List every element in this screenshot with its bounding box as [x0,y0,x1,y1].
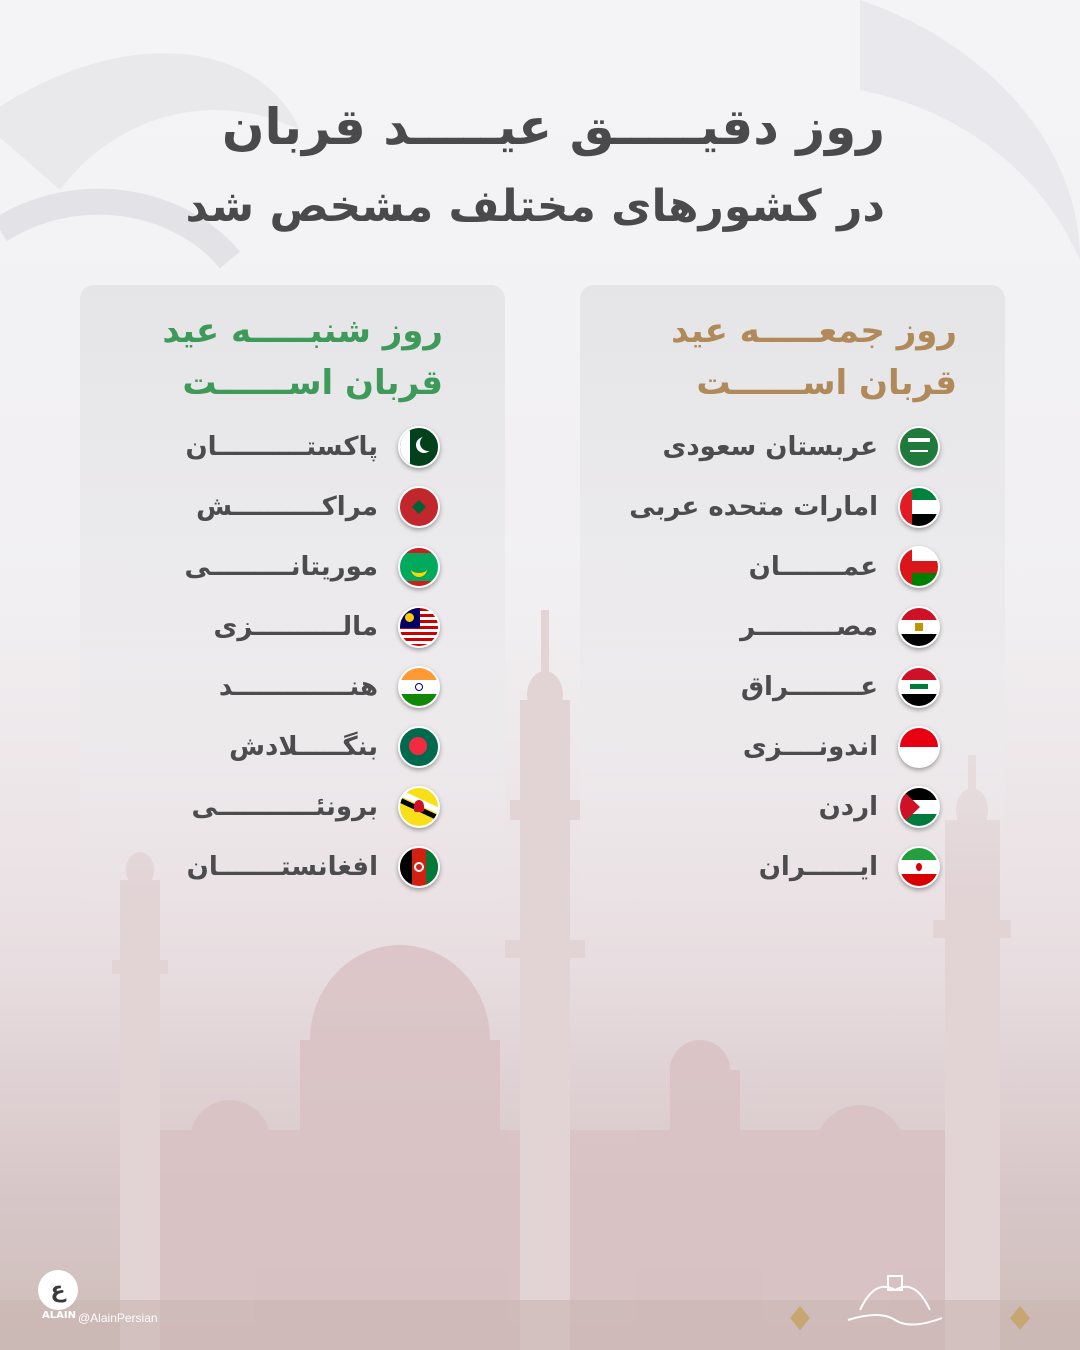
list-item [759,845,940,889]
country-name: برونئـــــــــــی [191,792,378,822]
list-item [740,605,940,649]
country-name: بنگـــــلادش [229,732,378,762]
country-name: عمـــــــان [748,552,878,582]
saturday-heading-line-2: قربان اســــــت [182,363,443,403]
footer-logo [38,1270,78,1310]
saturday-card [80,285,505,905]
list-item [191,785,440,829]
friday-card [580,285,1005,905]
mosque-brand-icon [840,1270,950,1330]
saturday-heading-line-1: روز شنبـــــه عید [162,311,443,351]
title-line-1: روز دقیـــــق عیـــــد قربان [221,98,885,156]
list-item [196,485,440,529]
afghanistan-flag-icon [398,846,440,888]
jordan-flag-icon [898,786,940,828]
list-item [819,785,940,829]
logo-label: ALAIN [42,1310,76,1321]
country-name: هنـــــــــــــد [218,672,378,702]
country-name: مراکــــــــــش [196,492,378,522]
list-item [214,605,441,649]
iraq-flag-icon [898,666,940,708]
country-name: پاکستــــــــــان [185,432,378,462]
country-name: اندونــــزی [742,732,878,762]
friday-heading [617,305,957,409]
oman-flag-icon [898,546,940,588]
brunei-flag-icon [398,786,440,828]
country-name: ایــــــران [758,852,878,882]
saudi-arabia-flag-icon [898,426,940,468]
friday-heading-line-1: روز جمعـــــه عید [671,311,957,351]
morocco-flag-icon [398,486,440,528]
country-name: مصـــــــــر [740,612,878,642]
list-item [229,725,440,769]
bangladesh-flag-icon [398,726,440,768]
country-name: عربستان سعودی [662,432,878,462]
uae-flag-icon [898,486,940,528]
mauritania-flag-icon [398,546,440,588]
social-handle[interactable]: @AlainPersian [78,1311,158,1325]
list-item [743,725,940,769]
country-name: موریتانـــــــــی [184,552,378,582]
list-item [185,425,440,469]
country-name: افغانستـــــــان [186,852,378,882]
list-item [219,665,440,709]
list-item [663,425,941,469]
list-item [741,665,940,709]
pakistan-flag-icon [398,426,440,468]
list-item [629,485,940,529]
country-name: اردن [818,792,878,822]
saturday-heading [103,305,443,409]
country-name: امارات متحده عربی [629,492,878,522]
country-name: عــــــــراق [740,672,878,702]
alain-logo-icon: ع [38,1270,78,1310]
indonesia-flag-icon [898,726,940,768]
list-item [184,545,440,589]
list-item [749,545,940,589]
malaysia-flag-icon [398,606,440,648]
friday-heading-line-2: قربان اســــــت [696,363,957,403]
list-item [187,845,440,889]
egypt-flag-icon [898,606,940,648]
iran-flag-icon [898,846,940,888]
country-name: مالــــــــــزی [213,612,378,642]
page-title [85,92,885,238]
india-flag-icon [398,666,440,708]
title-line-2: در کشورهای مختلف مشخص شد [185,181,885,232]
